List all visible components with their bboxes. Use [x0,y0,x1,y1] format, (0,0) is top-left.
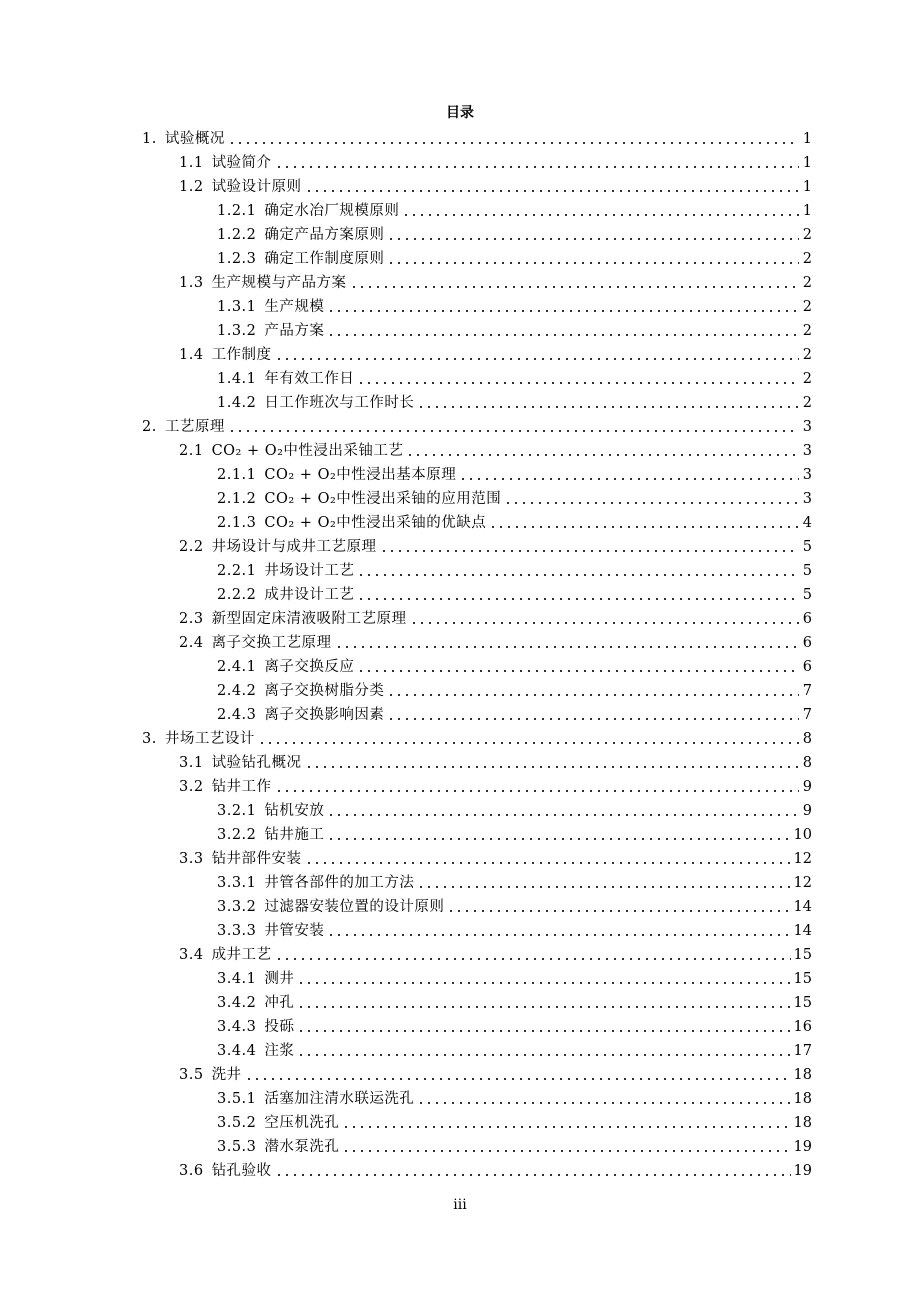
toc-dot-leader [387,679,799,703]
toc-entry-title: 井场设计工艺 [264,563,355,579]
toc-dot-leader [335,631,799,655]
toc-entry-page: 14 [793,899,812,915]
toc-entry-title: 过滤器安装位置的设计原则 [264,899,445,915]
toc-dot-leader [489,511,799,535]
toc-entry[interactable] [142,751,812,775]
toc-dot-leader [305,751,799,775]
toc-entry-number: 2.1.1 [217,467,257,483]
toc-entry[interactable] [142,247,812,271]
toc-entry-title: 井管各部件的加工方法 [264,875,415,891]
toc-entry[interactable] [142,199,812,223]
toc-entry-title: 离子交换影响因素 [264,707,385,723]
toc-entry-title: 确定工作制度原则 [264,251,385,267]
toc-entry[interactable] [142,1015,812,1039]
toc-entry[interactable] [142,175,812,199]
toc-entry[interactable] [142,487,812,511]
toc-entry-title: 试验简介 [211,155,272,171]
toc-entry-title: 冲孔 [264,995,295,1011]
toc-entry-number: 3.1 [179,755,204,771]
page-number: iii [453,1197,467,1213]
toc-entry[interactable] [142,583,812,607]
toc-entry[interactable] [142,631,812,655]
toc-entry-page: 2 [802,299,812,315]
toc-entry-title: 测井 [264,971,295,987]
toc-entry[interactable] [142,535,812,559]
toc-entry-page: 5 [802,563,812,579]
toc-dot-leader [342,1135,790,1159]
toc-dot-leader [275,943,791,967]
toc-entry-number: 2.4.1 [217,659,257,675]
toc-entry-page: 1 [802,203,812,219]
toc-entry-title: CO₂ + O₂中性浸出采铀工艺 [211,443,404,459]
toc-entry-title: 钻井施工 [264,827,325,843]
toc-entry-number: 2.2.1 [217,563,257,579]
toc-dot-leader [387,703,799,727]
toc-entry-title: 钻孔验收 [211,1163,272,1179]
toc-entry-number: 3.5.1 [217,1091,257,1107]
toc-entry-number: 3.4.2 [217,995,257,1011]
toc-entry-page: 17 [793,1043,812,1059]
toc-entry-number: 3.5 [179,1067,204,1083]
toc-entry[interactable] [142,871,812,895]
toc-entry-page: 1 [802,131,812,147]
toc-entry-title: 生产规模与产品方案 [211,275,347,291]
toc-entry-page: 2 [802,275,812,291]
toc-entry[interactable] [142,127,812,151]
toc-entry[interactable] [142,991,812,1015]
toc-entry-title: 离子交换反应 [264,659,355,675]
toc-dot-leader [357,583,799,607]
toc-entry-page: 2 [802,371,812,387]
toc-entry-number: 3.6 [179,1163,204,1179]
toc-entry-page: 18 [793,1091,812,1107]
toc-entry[interactable] [142,1039,812,1063]
toc-entry-title: 工艺原理 [164,419,225,435]
toc-entry-number: 3.2.1 [217,803,257,819]
toc-entry-number: 2.1 [179,443,204,459]
toc-entry-number: 1.2.1 [217,203,257,219]
toc-entry-title: 钻井工作 [211,779,272,795]
toc-entry[interactable] [142,1135,812,1159]
toc-entry-number: 2.1.3 [217,515,257,531]
toc-dot-leader [327,919,790,943]
toc-entry-number: 1. [142,131,157,147]
toc-entry-page: 9 [802,803,812,819]
toc-entry[interactable] [142,895,812,919]
toc-dot-leader [459,463,799,487]
toc-dot-leader [447,895,790,919]
toc-entry-page: 8 [802,731,812,747]
toc-entry[interactable] [142,559,812,583]
toc-dot-leader [350,271,799,295]
toc-entry-title: 试验概况 [164,131,225,147]
toc-entry-page: 2 [802,251,812,267]
toc-entry-title: 钻机安放 [264,803,325,819]
toc-dot-leader [228,127,799,151]
toc-entry-number: 3.3.1 [217,875,257,891]
toc-entry-title: 离子交换工艺原理 [211,635,332,651]
toc-dot-leader [245,1063,791,1087]
toc-entry-title: 空压机洗孔 [264,1115,340,1131]
toc-dot-leader [327,319,799,343]
toc-entry-page: 8 [802,755,812,771]
toc-entry-page: 1 [802,179,812,195]
toc-entry-title: 日工作班次与工作时长 [264,395,415,411]
toc-dot-leader [327,823,790,847]
toc-entry-page: 2 [802,347,812,363]
toc-entry-title: 工作制度 [211,347,272,363]
toc-entry-title: 钻井部件安装 [211,851,302,867]
toc-entry-number: 2.4 [179,635,204,651]
toc-entry-page: 1 [802,155,812,171]
toc-entry-number: 2. [142,419,157,435]
toc-entry[interactable] [142,703,812,727]
toc-entry-number: 3.3 [179,851,204,867]
toc-dot-leader [387,247,799,271]
toc-entry-page: 10 [793,827,812,843]
toc-entry-number: 1.2.3 [217,251,257,267]
toc-title: 目录 [446,105,474,121]
toc-entry[interactable] [142,799,812,823]
toc-entry[interactable] [142,679,812,703]
toc-entry-number: 3.4.1 [217,971,257,987]
toc-dot-leader [357,367,799,391]
toc-entry-title: 井管安装 [264,923,325,939]
toc-dot-leader [417,391,799,415]
toc-entry-title: 年有效工作日 [264,371,355,387]
toc-entry[interactable] [142,1111,812,1135]
toc-dot-leader [357,655,799,679]
toc-entry[interactable] [142,943,812,967]
toc-entry-page: 12 [793,875,812,891]
toc-dot-leader [297,967,790,991]
toc-entry[interactable] [142,847,812,871]
toc-entry-title: 活塞加注清水联运洗孔 [264,1091,415,1107]
toc-entry[interactable] [142,415,812,439]
toc-entry[interactable] [142,1087,812,1111]
toc-entry-page: 6 [802,635,812,651]
toc-dot-leader [387,223,799,247]
toc-entry-number: 3.5.3 [217,1139,257,1155]
toc-dot-leader [297,991,790,1015]
toc-dot-leader [357,559,799,583]
toc-entry[interactable] [142,223,812,247]
toc-entry-title: 成井工艺 [211,947,272,963]
toc-entry[interactable] [142,463,812,487]
toc-entry-number: 1.1 [179,155,204,171]
toc-entry[interactable] [142,655,812,679]
toc-dot-leader [228,415,799,439]
toc-dot-leader [275,151,799,175]
toc-entry[interactable] [142,391,812,415]
toc-entry-title: CO₂ + O₂中性浸出基本原理 [264,467,457,483]
toc-entry-page: 5 [802,539,812,555]
toc-entry[interactable] [142,511,812,535]
toc-entry-number: 2.2.2 [217,587,257,603]
toc-entry-title: 成井设计工艺 [264,587,355,603]
toc-entry-number: 1.3.1 [217,299,257,315]
toc-entry-number: 1.4.1 [217,371,257,387]
toc-entry-number: 3.5.2 [217,1115,257,1131]
toc-entry-title: 离子交换树脂分类 [264,683,385,699]
toc-entry-number: 2.4.2 [217,683,257,699]
toc-entry-number: 3.3.3 [217,923,257,939]
toc-entry-page: 3 [802,419,812,435]
toc-entry[interactable] [142,823,812,847]
toc-entry-number: 2.2 [179,539,204,555]
toc-entry[interactable] [142,295,812,319]
toc-entry[interactable] [142,343,812,367]
toc-dot-leader [417,871,790,895]
toc-entry[interactable] [142,1159,812,1183]
toc-entry-number: 3.2 [179,779,204,795]
toc-entry-page: 7 [802,707,812,723]
toc-dot-leader [342,1111,790,1135]
toc-dot-leader [275,775,799,799]
toc-entry-title: 井场设计与成井工艺原理 [211,539,377,555]
toc-dot-leader [327,799,799,823]
toc-entry[interactable] [142,1063,812,1087]
toc-entry-page: 14 [793,923,812,939]
toc-entry-page: 9 [802,779,812,795]
toc-entry-number: 1.3.2 [217,323,257,339]
toc-entry[interactable] [142,367,812,391]
toc-entry[interactable] [142,775,812,799]
toc-entry-title: CO₂ + O₂中性浸出采铀的应用范围 [264,491,502,507]
toc-entry-page: 15 [793,971,812,987]
toc-dot-leader [258,727,799,751]
toc-entry-number: 3.3.2 [217,899,257,915]
toc-entry[interactable] [142,439,812,463]
toc-entry-title: 注浆 [264,1043,295,1059]
toc-entry-page: 3 [802,443,812,459]
toc-dot-leader [297,1039,790,1063]
toc-entry-page: 4 [802,515,812,531]
toc-entry-title: 试验钻孔概况 [211,755,302,771]
toc-entry-title: 投砾 [264,1019,295,1035]
toc-entry-page: 6 [802,659,812,675]
toc-entry-number: 2.3 [179,611,204,627]
toc-dot-leader [406,439,799,463]
toc-dot-leader [410,607,799,631]
toc-entry[interactable] [142,151,812,175]
toc-entry-number: 2.1.2 [217,491,257,507]
toc-entry-number: 3.4.4 [217,1043,257,1059]
toc-entry-page: 6 [802,611,812,627]
toc-entry[interactable] [142,727,812,751]
toc-entry-page: 16 [793,1019,812,1035]
toc-entry[interactable] [142,319,812,343]
toc-entry-number: 1.2 [179,179,204,195]
toc-entry-page: 18 [793,1115,812,1131]
toc-entry-page: 19 [793,1139,812,1155]
toc-entry-page: 15 [793,995,812,1011]
toc-entry-title: 生产规模 [264,299,325,315]
toc-entry-number: 3. [142,731,157,747]
toc-entry-page: 12 [793,851,812,867]
toc-entry-title: 潜水泵洗孔 [264,1139,340,1155]
toc-entry-page: 3 [802,467,812,483]
toc-entry-page: 19 [793,1163,812,1179]
toc-dot-leader [305,175,799,199]
toc-entry-page: 2 [802,323,812,339]
toc-entry[interactable] [142,271,812,295]
toc-dot-leader [504,487,799,511]
toc-entry[interactable] [142,607,812,631]
toc-entry-title: 确定产品方案原则 [264,227,385,243]
toc-entry-title: CO₂ + O₂中性浸出采铀的优缺点 [264,515,487,531]
toc-entry-page: 15 [793,947,812,963]
toc-entry-page: 18 [793,1067,812,1083]
toc-entry-number: 1.4 [179,347,204,363]
toc-dot-leader [327,295,799,319]
toc-entry-page: 5 [802,587,812,603]
toc-entry-page: 3 [802,491,812,507]
toc-entry-number: 1.3 [179,275,204,291]
toc-entry-number: 1.4.2 [217,395,257,411]
toc-dot-leader [417,1087,790,1111]
toc-entry-title: 试验设计原则 [211,179,302,195]
toc-entry-page: 2 [802,395,812,411]
toc-entry-number: 2.4.3 [217,707,257,723]
toc-dot-leader [275,343,799,367]
toc-dot-leader [275,1159,791,1183]
toc-entry-title: 井场工艺设计 [164,731,255,747]
toc-entry[interactable] [142,919,812,943]
toc-entry-number: 3.2.2 [217,827,257,843]
toc-entry-number: 3.4.3 [217,1019,257,1035]
toc-entry-title: 产品方案 [264,323,325,339]
toc-entry-title: 洗井 [211,1067,242,1083]
toc-dot-leader [297,1015,790,1039]
toc-dot-leader [305,847,791,871]
toc-dot-leader [402,199,799,223]
toc-entry[interactable] [142,967,812,991]
toc-entry-number: 1.2.2 [217,227,257,243]
table-of-contents [142,127,812,1183]
toc-entry-page: 7 [802,683,812,699]
toc-entry-title: 新型固定床清液吸附工艺原理 [211,611,407,627]
toc-entry-title: 确定水冶厂规模原则 [264,203,400,219]
toc-dot-leader [380,535,799,559]
toc-entry-number: 3.4 [179,947,204,963]
toc-entry-page: 2 [802,227,812,243]
